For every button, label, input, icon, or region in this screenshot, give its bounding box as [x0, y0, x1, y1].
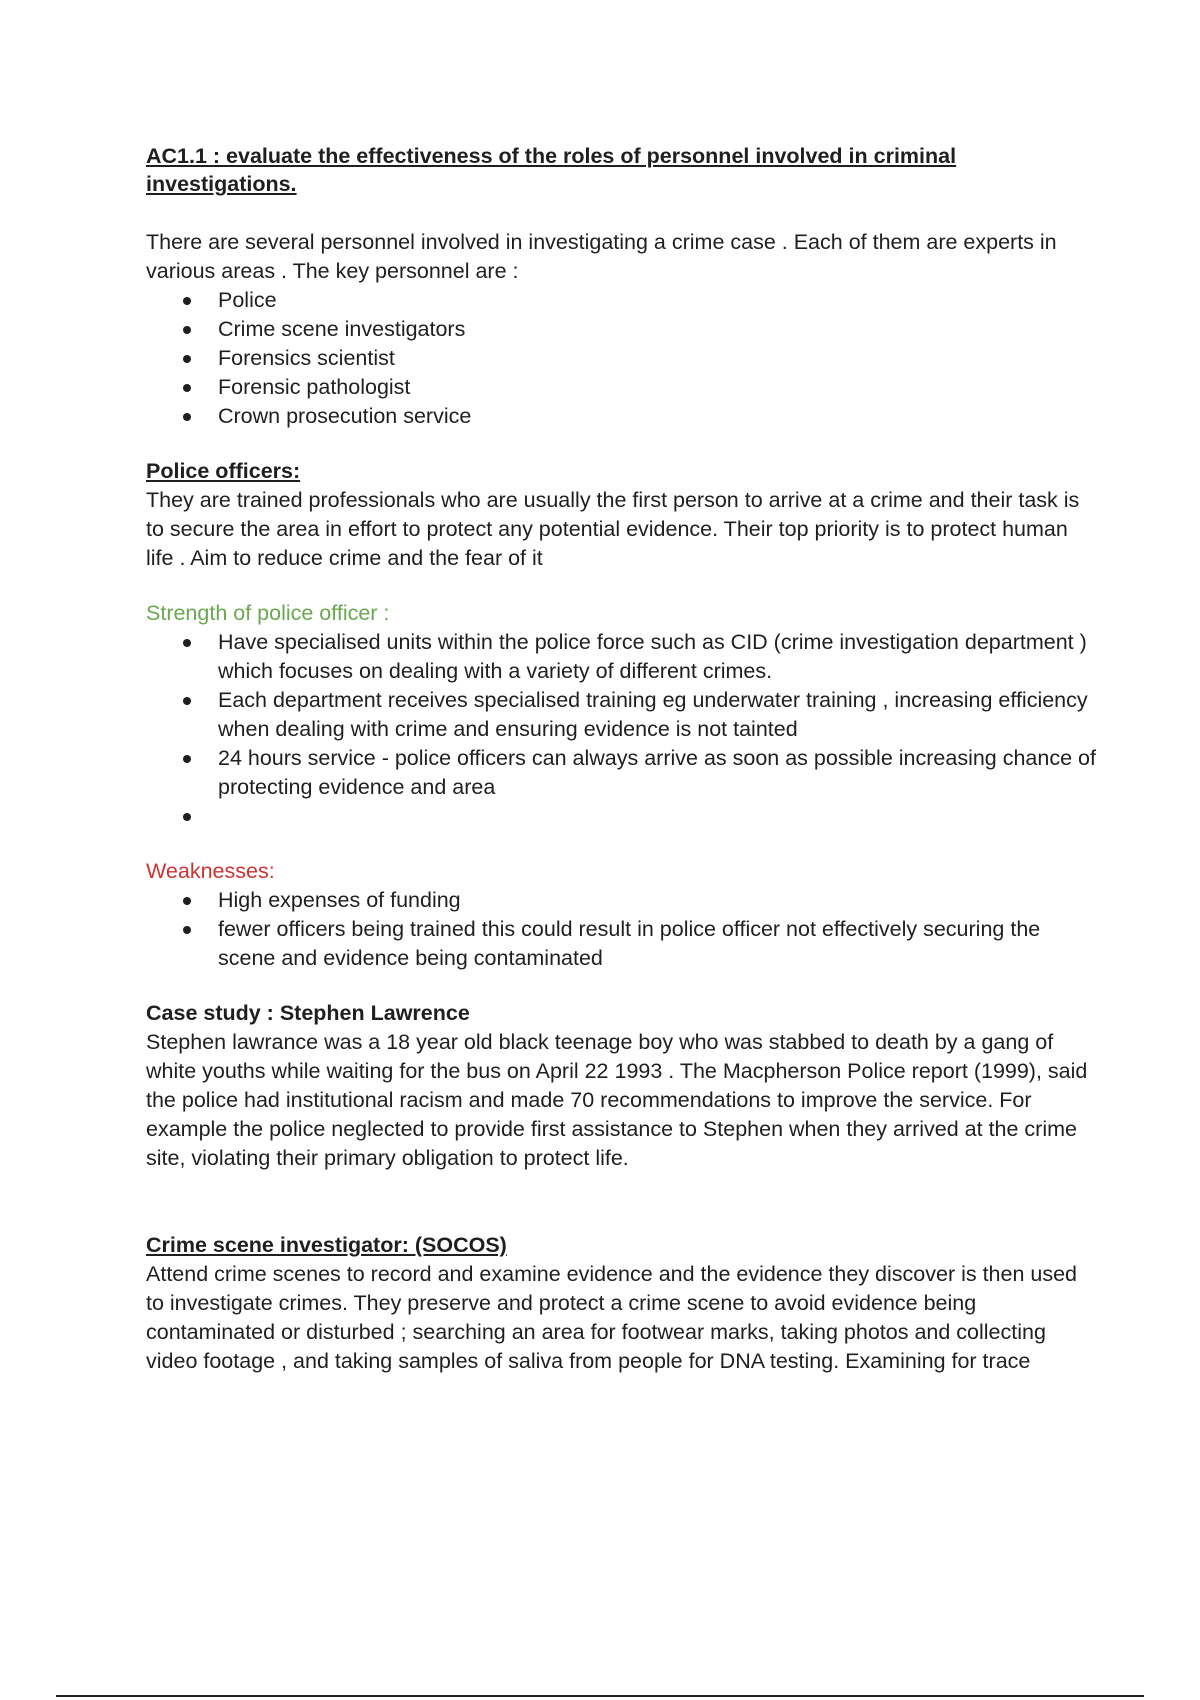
strengths-list — [146, 628, 1096, 831]
intro-paragraph: There are several personnel involved in investigating a crime case . Each of them are experts in various areas . The key personnel are : — [146, 230, 1057, 283]
spacer — [146, 198, 1096, 228]
document-title: AC1.1 : evaluate the effectiveness of the roles of personnel involved in criminal investigations. — [146, 144, 957, 196]
spacer — [146, 973, 1096, 999]
spacer — [146, 831, 1096, 857]
list-item: High expenses of funding — [218, 886, 1096, 915]
document-page — [146, 142, 1096, 1376]
list-item: Have specialised units within the police force such as CID (crime investigation department ) which focuses on dealing with a variety of different crimes. — [218, 628, 1096, 686]
list-item: Crown prosecution service — [218, 402, 1096, 431]
spacer — [146, 1173, 1096, 1231]
page-bottom-rule — [56, 1695, 1144, 1697]
csi-paragraph: Attend crime scenes to record and examine evidence and the evidence they discover is then used to investigate crimes. They preserve and protect a crime scene to avoid evidence being contaminated or disturbed ; searching an area for footwear marks, taking photos and collecting video footage , and taking samples of saliva from people for DNA testing. Examining for trace — [146, 1262, 1078, 1373]
list-item: Forensics scientist — [218, 344, 1096, 373]
key-personnel-list — [146, 286, 1096, 431]
list-item: 24 hours service - police officers can always arrive as soon as possible increasing chance of protecting evidence and area — [218, 744, 1096, 802]
spacer — [146, 573, 1096, 599]
case-study-paragraph: Stephen lawrance was a 18 year old black teenage boy who was stabbed to death by a gang of white youths while waiting for the bus on April 22 1993 . The Macpherson Police report (1999), said the police had institutional racism and made 70 recommendations to improve the service. For example the police neglected to provide first assistance to Stephen when they arrived at the crime site, violating their primary obligation to protect life. — [146, 1030, 1088, 1170]
police-paragraph: They are trained professionals who are usually the first person to arrive at a crime and their task is to secure the area in effort to protect any potential evidence. Their top priority is to protect human life . Aim to reduce crime and the fear of it — [146, 488, 1080, 570]
weaknesses-heading: Weaknesses: — [146, 859, 275, 883]
csi-heading: Crime scene investigator: (SOCOS) — [146, 1233, 507, 1257]
spacer — [146, 431, 1096, 457]
list-item: Forensic pathologist — [218, 373, 1096, 402]
strengths-heading: Strength of police officer : — [146, 601, 390, 625]
list-item: Each department receives specialised training eg underwater training , increasing efficiency when dealing with crime and ensuring evidence is not tainted — [218, 686, 1096, 744]
police-heading: Police officers: — [146, 459, 301, 483]
empty-list-item — [218, 802, 1096, 831]
case-study-heading: Case study : Stephen Lawrence — [146, 1001, 470, 1025]
list-item: Police — [218, 286, 1096, 315]
list-item: fewer officers being trained this could result in police officer not effectively securing the scene and evidence being contaminated — [218, 915, 1096, 973]
weaknesses-list — [146, 886, 1096, 973]
list-item: Crime scene investigators — [218, 315, 1096, 344]
